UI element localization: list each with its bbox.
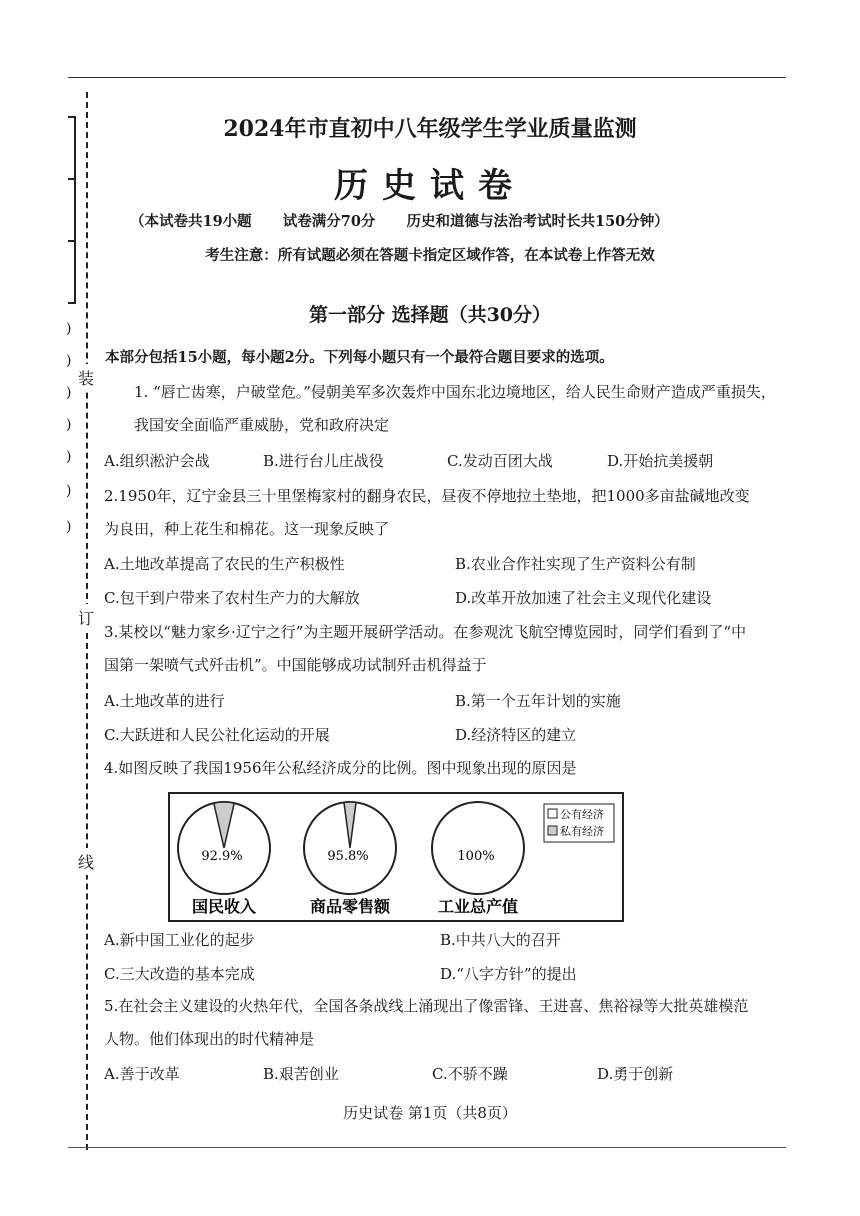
question-2-option-a: A.土地改革提高了农民的生产积极性 bbox=[104, 555, 345, 573]
question-3-option-c: C.大跃进和人民公社化运动的开展 bbox=[104, 726, 330, 744]
question-4-option-a: A.新中国工业化的起步 bbox=[104, 931, 255, 949]
margin-mark-xian: 线 bbox=[78, 848, 94, 875]
question-2-option-d: D.改革开放加速了社会主义现代化建设 bbox=[455, 589, 712, 607]
question-4-option-b: B.中共八大的召开 bbox=[440, 931, 561, 949]
exam-title: 2024年市直初中八年级学生学业质量监测 bbox=[223, 116, 637, 142]
question-1-option-b: B.进行台儿庄战役 bbox=[263, 452, 384, 470]
margin-paren: ) bbox=[66, 417, 72, 433]
pie-chart-canvas bbox=[170, 794, 622, 920]
legend-label-private: 私有经济 bbox=[560, 825, 604, 838]
exam-info bbox=[130, 210, 695, 231]
pie-slice-public bbox=[432, 802, 524, 894]
question-1-stem: 1. “唇亡齿寒，户破堂危。”侵朝美军多次轰炸中国东北边境地区，给人民生命财产造成严重损失，我国安全面临严重威胁，党和政府决定 bbox=[134, 383, 776, 434]
margin-paren: ) bbox=[66, 385, 72, 401]
question-1-option-a: A.组织淞沪会战 bbox=[104, 452, 210, 470]
question-5-option-d: D.勇于创新 bbox=[597, 1065, 674, 1083]
question-4-option-c: C.三大改造的基本完成 bbox=[104, 965, 255, 983]
chart-legend bbox=[544, 804, 614, 842]
page-footer: 历史试卷 第1页（共8页） bbox=[343, 1104, 517, 1122]
pie-value-label: 100% bbox=[457, 849, 495, 864]
exam-notice: 考生注意：所有试题必须在答题卡指定区域作答，在本试卷上作答无效 bbox=[205, 247, 655, 264]
question-2-option-b: B.农业合作社实现了生产资料公有制 bbox=[455, 555, 696, 573]
question-1-option-d: D.开始抗美援朝 bbox=[607, 452, 714, 470]
top-rule bbox=[68, 77, 786, 78]
question-4-stem: 4.如图反映了我国1956年公私经济成分的比例。图中现象出现的原因是 bbox=[104, 759, 577, 777]
margin-mark-zhuang: 装 bbox=[78, 364, 94, 391]
pie-value-label: 95.8% bbox=[327, 849, 369, 864]
pie-value-label: 92.9% bbox=[201, 849, 243, 864]
question-3-option-d: D.经济特区的建立 bbox=[455, 726, 577, 744]
margin-paren: ) bbox=[66, 449, 72, 465]
pie-category-label: 工业总产值 bbox=[437, 897, 519, 916]
legend-swatch-private bbox=[548, 826, 557, 835]
margin-paren: ) bbox=[66, 519, 72, 535]
question-3-stem: 3.某校以“魅力家乡·辽宁之行”为主题开展研学活动。在参观沈飞航空博览园时，同学们看到了“中国第一架喷气式歼击机”。中国能够成功试制歼击机得益于 bbox=[104, 623, 747, 674]
question-2-option-c: C.包干到户带来了农村生产力的大解放 bbox=[104, 589, 360, 607]
question-5-option-c: C.不骄不躁 bbox=[432, 1065, 508, 1083]
ownership-pie-charts bbox=[168, 792, 624, 922]
section-title: 第一部分 选择题（共30分） bbox=[308, 304, 552, 326]
exam-info-question-count: （本试卷共19小题 bbox=[130, 213, 252, 230]
question-5-option-b: B.艰苦创业 bbox=[263, 1065, 339, 1083]
subject-title: 历史试卷 bbox=[334, 166, 526, 206]
margin-paren: ) bbox=[66, 353, 72, 369]
margin-paren: ) bbox=[66, 483, 72, 499]
question-3-option-a: A.土地改革的进行 bbox=[104, 692, 225, 710]
student-info-bracket bbox=[68, 116, 76, 304]
exam-info-full-score: 试卷满分70分 bbox=[282, 213, 376, 230]
question-4-option-d: D.“八字方针”的提出 bbox=[440, 965, 577, 983]
legend-swatch-public bbox=[548, 809, 557, 818]
question-2-stem: 2.1950年，辽宁金县三十里堡梅家村的翻身农民，昼夜不停地拉土垫地，把1000多亩盐碱地改变为良田，种上花生和棉花。这一现象反映了 bbox=[104, 487, 750, 538]
margin-mark-ding: 订 bbox=[78, 604, 94, 631]
bracket-divider bbox=[68, 240, 74, 242]
question-5-stem: 5.在社会主义建设的火热年代，全国各条战线上涌现出了像雷锋、王进喜、焦裕禄等大批英雄模范人物。他们体现出的时代精神是 bbox=[104, 997, 749, 1048]
exam-info-duration: 历史和道德与法治考试时长共150分钟） bbox=[406, 213, 669, 230]
pie-category-label: 商品零售额 bbox=[309, 897, 391, 916]
section-instruction: 本部分包括15小题，每小题2分。下列每小题只有一个最符合题目要求的选项。 bbox=[105, 349, 614, 366]
legend-label-public: 公有经济 bbox=[560, 808, 604, 821]
margin-paren: ) bbox=[66, 321, 72, 337]
bottom-rule bbox=[68, 1147, 786, 1148]
question-1-option-c: C.发动百团大战 bbox=[447, 452, 553, 470]
question-5-option-a: A.善于改革 bbox=[104, 1065, 180, 1083]
question-3-option-b: B.第一个五年计划的实施 bbox=[455, 692, 621, 710]
pie-category-label: 国民收入 bbox=[191, 897, 257, 916]
